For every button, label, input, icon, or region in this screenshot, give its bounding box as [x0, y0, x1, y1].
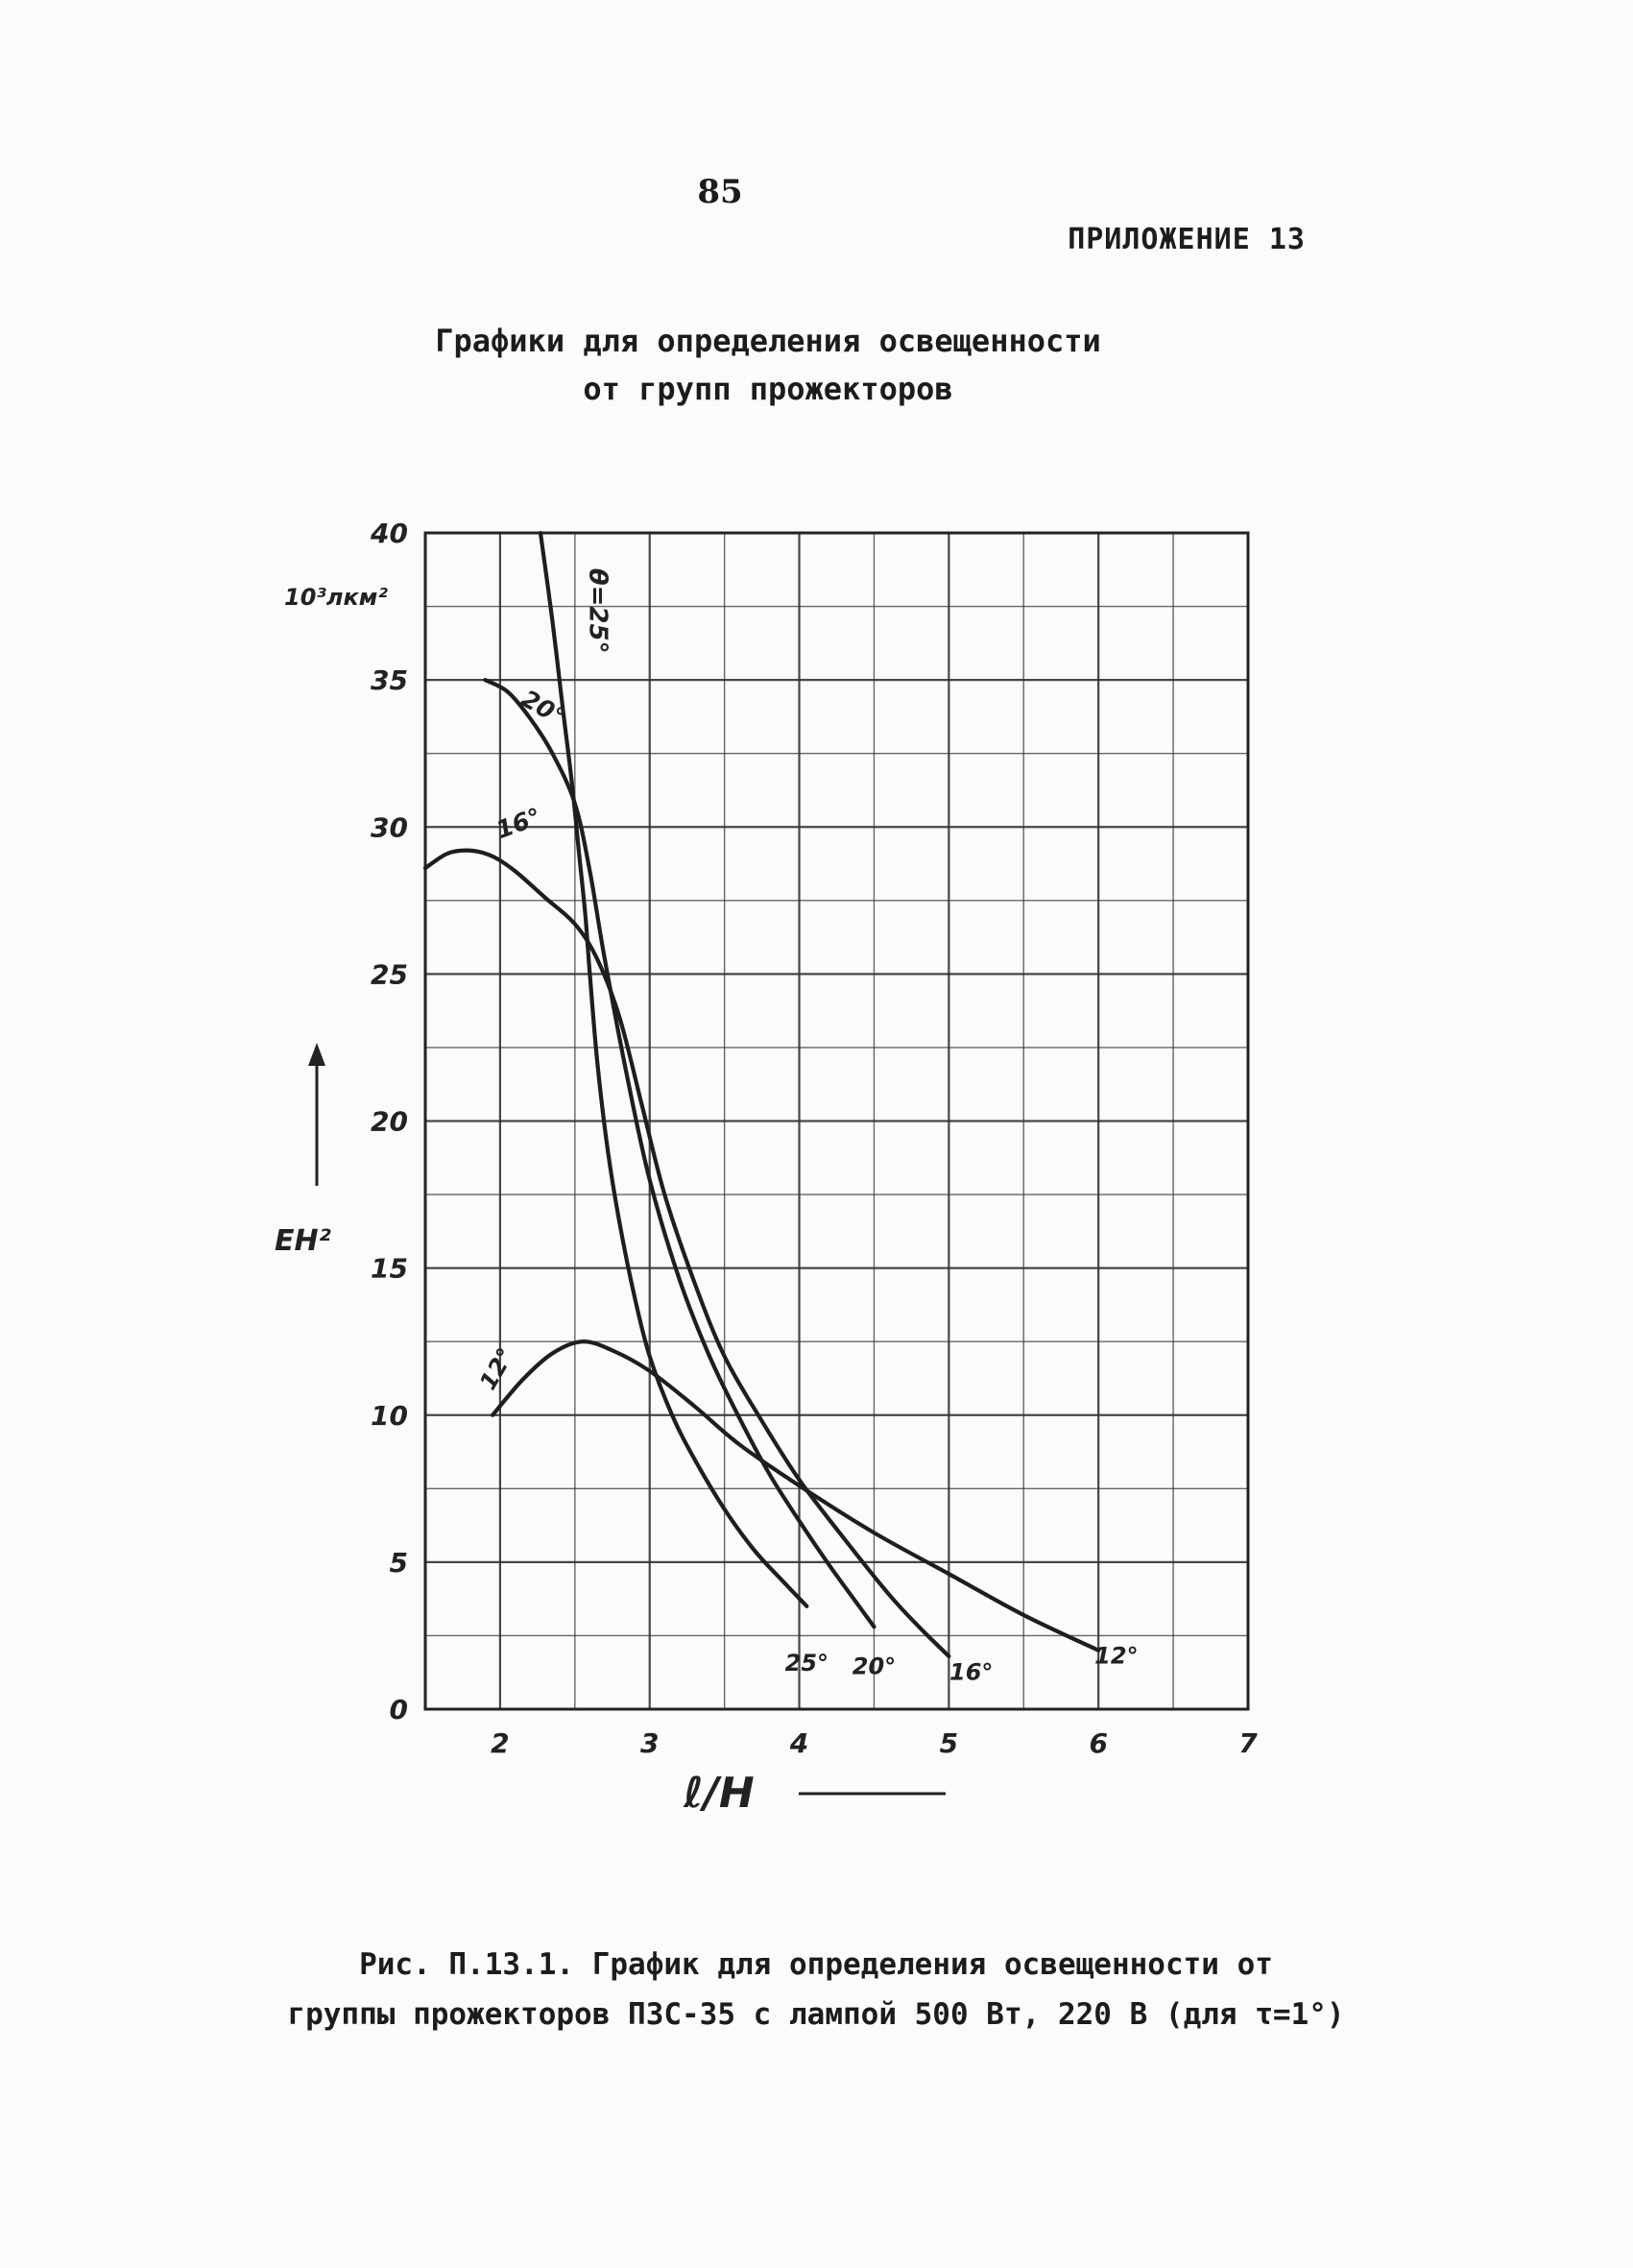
series-line-4 [492, 1341, 1098, 1651]
appendix-heading: ПРИЛОЖЕНИЕ 13 [1068, 223, 1306, 256]
y-axis-arrow-head [308, 1043, 325, 1066]
series-start-label: 16° [492, 802, 545, 845]
figure-caption [144, 1940, 1488, 2039]
series-line-3 [425, 851, 949, 1656]
y-tick-label: 25 [371, 958, 408, 991]
y-tick-label: 5 [389, 1546, 408, 1579]
x-axis-label: ℓ/H [684, 1769, 755, 1818]
series-end-label: 25° [784, 1650, 829, 1677]
x-tick-label: 7 [1238, 1727, 1258, 1759]
series-start-label: 12° [474, 1342, 520, 1395]
x-tick-label: 4 [789, 1727, 809, 1759]
y-tick-label: 20 [371, 1105, 408, 1138]
x-tick-label: 3 [639, 1727, 660, 1759]
series-labels [474, 568, 1139, 1686]
title-line-2: от групп прожекторов [583, 371, 953, 407]
series-start-label: 20° [516, 684, 570, 732]
x-tick-label: 5 [939, 1727, 959, 1759]
series-start-label: θ=25° [583, 567, 612, 654]
x-tick-label: 2 [491, 1727, 510, 1759]
tick-labels [370, 518, 1258, 1759]
page-number: 85 [697, 173, 743, 211]
series-end-label: 16° [949, 1658, 994, 1686]
series-end-label: 20° [852, 1653, 897, 1680]
y-tick-label: 10 [371, 1399, 408, 1432]
y-tick-label: 30 [371, 811, 408, 844]
series-end-label: 12° [1094, 1642, 1139, 1670]
y-tick-label: 40 [371, 518, 408, 549]
series-line-2 [485, 680, 874, 1627]
title-line-1: Графики для определения освещенности [435, 323, 1101, 359]
y-tick-label: 15 [371, 1252, 408, 1285]
x-tick-label: 6 [1089, 1727, 1108, 1759]
y-tick-label: 35 [371, 664, 408, 697]
caption-line-2: группы прожекторов ПЗС-35 с лампой 500 Вт, 220 В (для τ=1°) [287, 1997, 1345, 2032]
y-tick-label: 0 [389, 1694, 408, 1725]
y-unit-label: 10³лкм² [284, 584, 388, 611]
series-line-1 [540, 533, 806, 1606]
y-axis-label: EH² [275, 1224, 331, 1258]
caption-line-1: Рис. П.13.1. График для определения освещенности от [359, 1947, 1273, 1982]
